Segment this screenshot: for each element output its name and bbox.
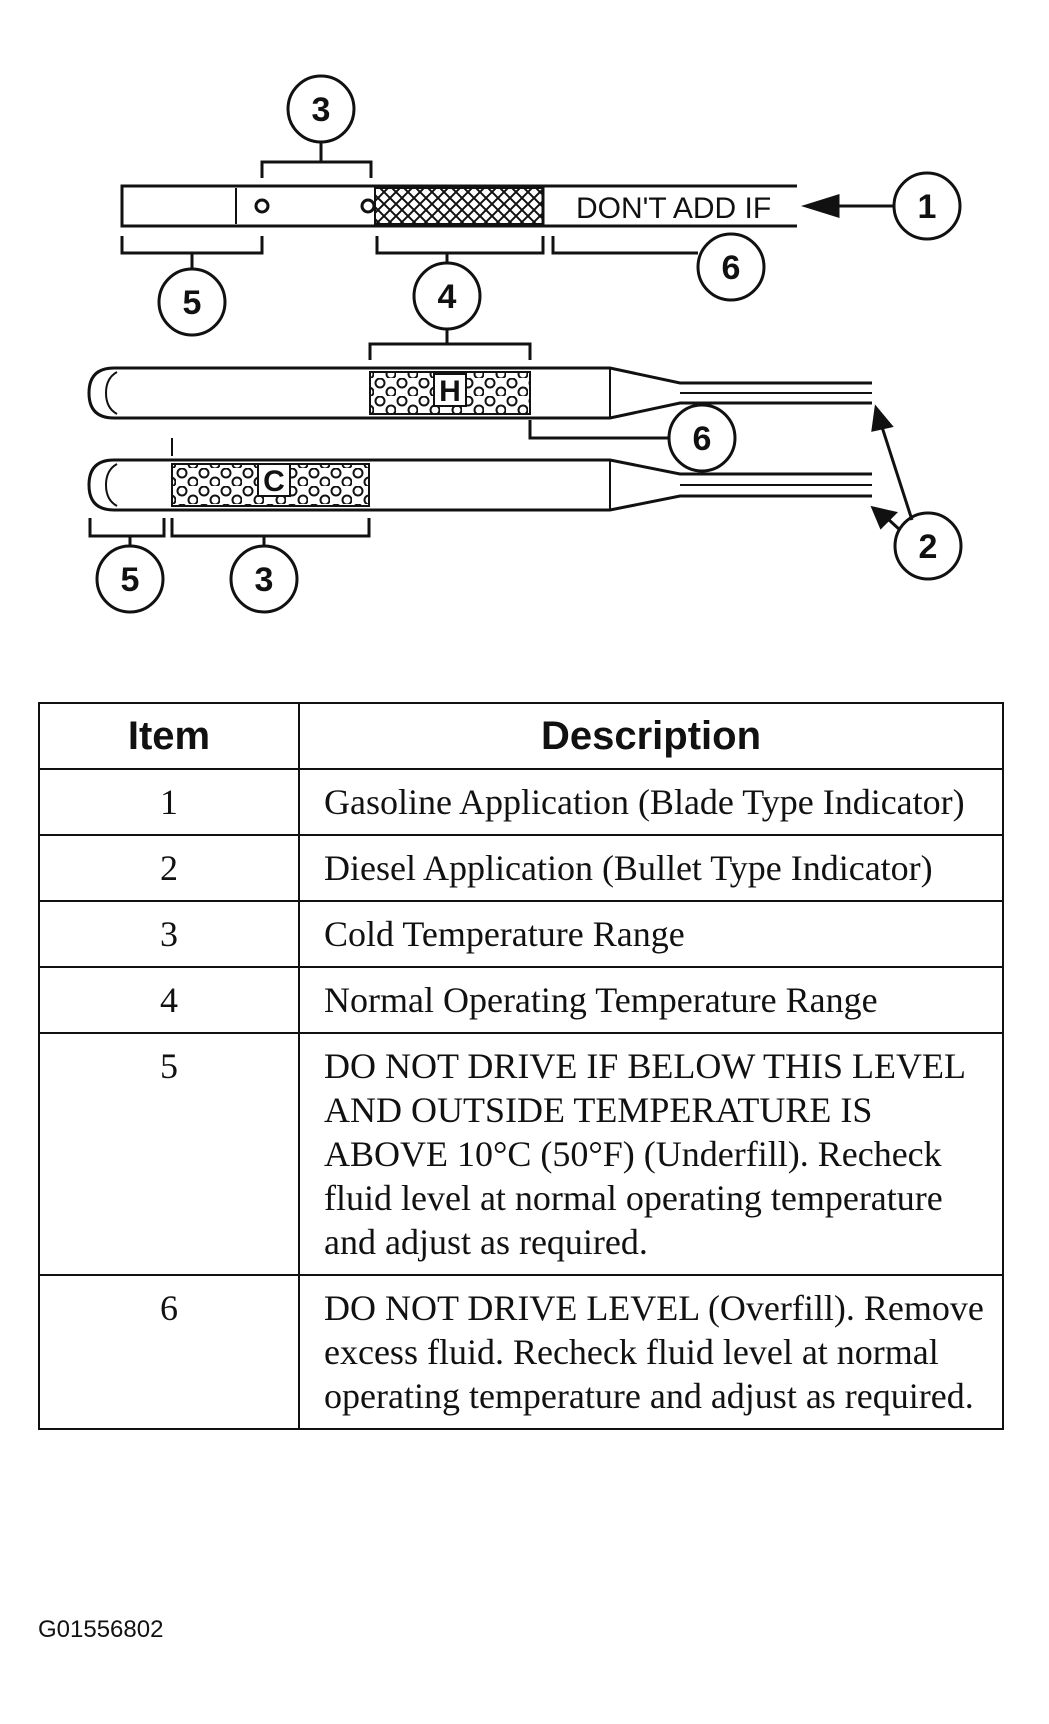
callout-4: 4 (437, 278, 457, 316)
callout-5-bullet: 5 (120, 561, 140, 599)
callout-2: 2 (918, 528, 938, 566)
dont-add-if-label: DON'T ADD IF (576, 192, 772, 225)
table-header-row (39, 703, 1003, 769)
item-number: 3 (39, 901, 299, 967)
item-description: Gasoline Application (Blade Type Indicator) (299, 769, 1003, 835)
dipstick-diagram (0, 0, 1049, 640)
item-description: Diesel Application (Bullet Type Indicator) (299, 835, 1003, 901)
table-row (39, 1275, 1003, 1429)
item-number: 1 (39, 769, 299, 835)
table-row (39, 901, 1003, 967)
table-row (39, 769, 1003, 835)
item-number: 2 (39, 835, 299, 901)
callout-1: 1 (917, 188, 937, 226)
item-column-header: Item (39, 703, 299, 769)
legend-table (38, 702, 1004, 1430)
normal-range-hatch (375, 188, 543, 224)
item-description: DO NOT DRIVE LEVEL (Overfill). Remove excess fluid. Recheck fluid level at normal operating temperature and adjust as required. (299, 1275, 1003, 1429)
item-number: 5 (39, 1033, 299, 1275)
figure-code: G01556802 (38, 1616, 164, 1643)
item-number: 6 (39, 1275, 299, 1429)
callout-6-blade: 6 (721, 249, 741, 287)
item-description: Cold Temperature Range (299, 901, 1003, 967)
table-row (39, 967, 1003, 1033)
description-column-header: Description (299, 703, 1003, 769)
arrow-icon (806, 196, 838, 216)
table-row (39, 835, 1003, 901)
callout-3-blade: 3 (311, 91, 331, 129)
cold-letter: C (263, 465, 285, 498)
bullet-indicator-cold (89, 438, 872, 510)
callout-6-bullet: 6 (692, 420, 712, 458)
item-number: 4 (39, 967, 299, 1033)
item-description: Normal Operating Temperature Range (299, 967, 1003, 1033)
item-description: DO NOT DRIVE IF BELOW THIS LEVEL AND OUTSIDE TEMPERATURE IS ABOVE 10°C (50°F) (Underfill). Recheck fluid level at normal operating temperature and adjust as required. (299, 1033, 1003, 1275)
callout-5-blade: 5 (182, 284, 202, 322)
arrow-icon (873, 408, 891, 430)
callout-3-bullet: 3 (254, 561, 274, 599)
bullet-indicator-hot (89, 368, 872, 418)
hot-letter: H (439, 375, 461, 408)
table-row (39, 1033, 1003, 1275)
